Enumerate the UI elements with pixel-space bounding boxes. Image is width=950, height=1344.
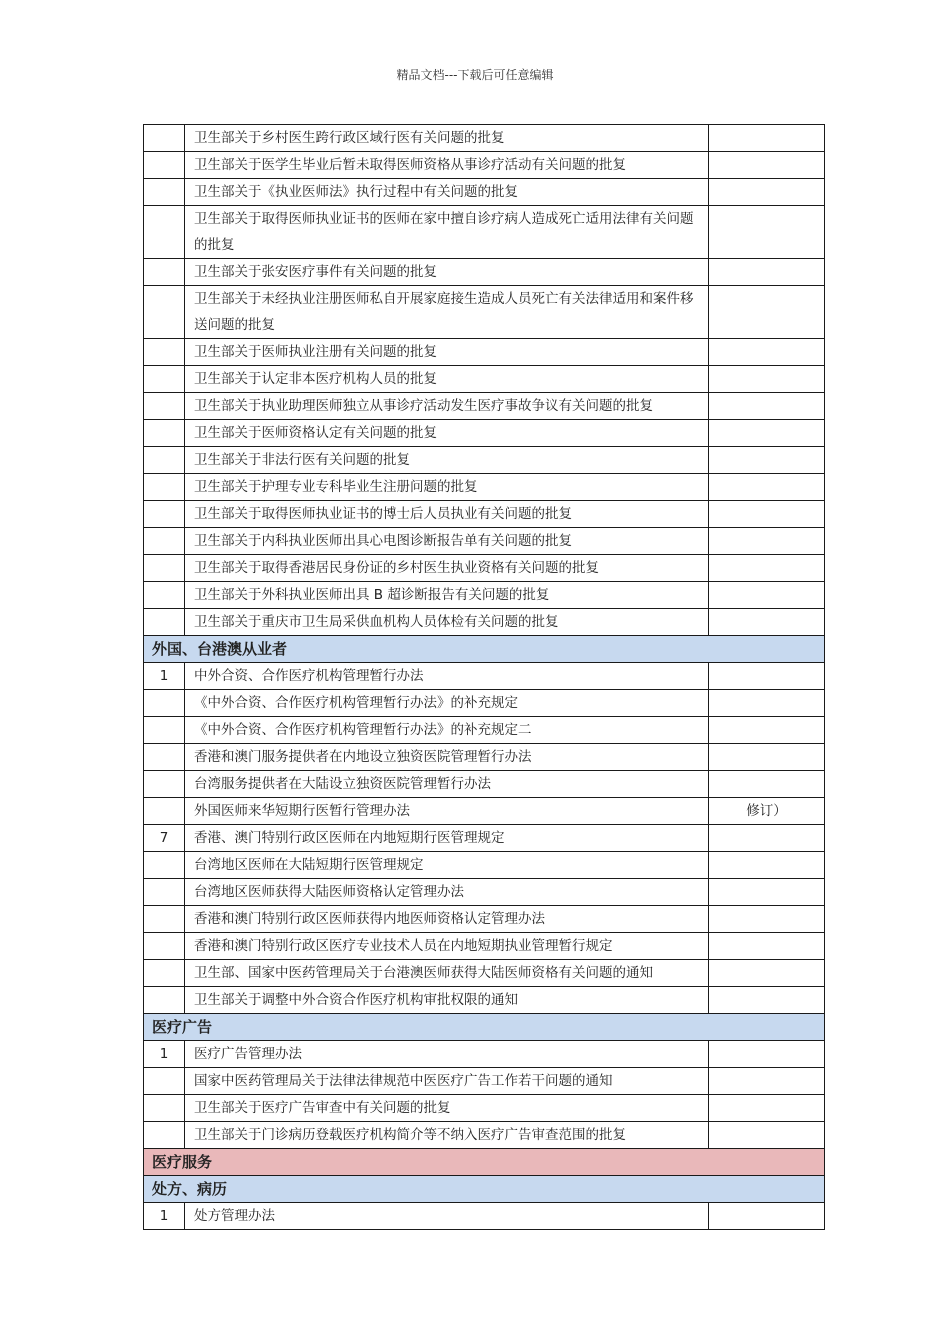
table-row <box>144 798 825 825</box>
table-row <box>144 663 825 690</box>
regulation-note <box>709 717 825 744</box>
regulation-title: 香港和澳门特别行政区医师获得内地医师资格认定管理办法 <box>185 906 709 933</box>
table-row <box>144 879 825 906</box>
regulation-note <box>709 690 825 717</box>
row-number <box>144 501 185 528</box>
section-title: 医疗广告 <box>144 1014 825 1041</box>
regulation-note <box>709 528 825 555</box>
regulation-note <box>709 125 825 152</box>
row-number <box>144 206 185 259</box>
row-number <box>144 420 185 447</box>
row-number <box>144 960 185 987</box>
row-number <box>144 582 185 609</box>
row-number <box>144 690 185 717</box>
regulation-title: 卫生部关于医师资格认定有关问题的批复 <box>185 420 709 447</box>
section-title: 外国、台港澳从业者 <box>144 636 825 663</box>
regulation-table <box>143 124 825 1230</box>
regulation-title: 台湾地区医师获得大陆医师资格认定管理办法 <box>185 879 709 906</box>
regulation-note <box>709 1095 825 1122</box>
table-row <box>144 259 825 286</box>
regulation-note <box>709 987 825 1014</box>
row-number <box>144 1122 185 1149</box>
regulation-note <box>709 744 825 771</box>
regulation-note <box>709 152 825 179</box>
regulation-title: 卫生部关于医师执业注册有关问题的批复 <box>185 339 709 366</box>
regulation-note <box>709 933 825 960</box>
row-number <box>144 528 185 555</box>
table-row <box>144 393 825 420</box>
table-row <box>144 339 825 366</box>
regulation-note: 修订） <box>709 798 825 825</box>
section-header-row <box>144 636 825 663</box>
row-number <box>144 609 185 636</box>
table-row <box>144 960 825 987</box>
regulation-title: 香港和澳门特别行政区医疗专业技术人员在内地短期执业管理暂行规定 <box>185 933 709 960</box>
row-number <box>144 286 185 339</box>
row-number <box>144 852 185 879</box>
table-row <box>144 501 825 528</box>
row-number <box>144 798 185 825</box>
table-row <box>144 933 825 960</box>
table-row <box>144 744 825 771</box>
row-number <box>144 447 185 474</box>
table-row <box>144 179 825 206</box>
row-number: 1 <box>144 1203 185 1230</box>
table-row <box>144 771 825 798</box>
row-number <box>144 366 185 393</box>
table-row <box>144 825 825 852</box>
row-number <box>144 744 185 771</box>
row-number: 1 <box>144 1041 185 1068</box>
regulation-title: 台湾服务提供者在大陆设立独资医院管理暂行办法 <box>185 771 709 798</box>
regulation-note <box>709 393 825 420</box>
regulation-title: 卫生部关于护理专业专科毕业生注册问题的批复 <box>185 474 709 501</box>
regulation-title: 卫生部关于张安医疗事件有关问题的批复 <box>185 259 709 286</box>
section-header-row <box>144 1176 825 1203</box>
regulation-title: 卫生部关于《执业医师法》执行过程中有关问题的批复 <box>185 179 709 206</box>
page-header: 精品文档---下载后可任意编辑 <box>396 68 554 82</box>
regulation-note <box>709 1203 825 1230</box>
row-number <box>144 259 185 286</box>
row-number <box>144 393 185 420</box>
regulation-title: 卫生部关于执业助理医师独立从事诊疗活动发生医疗事故争议有关问题的批复 <box>185 393 709 420</box>
table-row <box>144 582 825 609</box>
row-number: 1 <box>144 663 185 690</box>
regulation-table-body <box>144 125 825 1230</box>
regulation-note <box>709 259 825 286</box>
row-number <box>144 339 185 366</box>
regulation-title: 卫生部关于非法行医有关问题的批复 <box>185 447 709 474</box>
regulation-note <box>709 286 825 339</box>
regulation-note <box>709 582 825 609</box>
regulation-note <box>709 501 825 528</box>
section-title: 处方、病历 <box>144 1176 825 1203</box>
table-row <box>144 987 825 1014</box>
regulation-note <box>709 1068 825 1095</box>
row-number <box>144 1095 185 1122</box>
regulation-title: 卫生部、国家中医药管理局关于台港澳医师获得大陆医师资格有关问题的通知 <box>185 960 709 987</box>
row-number <box>144 771 185 798</box>
regulation-title: 卫生部关于乡村医生跨行政区域行医有关问题的批复 <box>185 125 709 152</box>
regulation-title: 卫生部关于取得医师执业证书的博士后人员执业有关问题的批复 <box>185 501 709 528</box>
regulation-note <box>709 420 825 447</box>
table-row <box>144 690 825 717</box>
table-row <box>144 125 825 152</box>
table-row <box>144 366 825 393</box>
row-number <box>144 474 185 501</box>
table-row <box>144 852 825 879</box>
row-number <box>144 933 185 960</box>
row-number <box>144 152 185 179</box>
table-row <box>144 1068 825 1095</box>
row-number <box>144 987 185 1014</box>
table-row <box>144 906 825 933</box>
regulation-note <box>709 555 825 582</box>
regulation-title: 台湾地区医师在大陆短期行医管理规定 <box>185 852 709 879</box>
regulation-title: 国家中医药管理局关于法律法律规范中医医疗广告工作若干问题的通知 <box>185 1068 709 1095</box>
regulation-title: 卫生部关于取得医师执业证书的医师在家中擅自诊疗病人造成死亡适用法律有关问题的批复 <box>185 206 709 259</box>
row-number <box>144 555 185 582</box>
table-row <box>144 286 825 339</box>
table-row <box>144 1203 825 1230</box>
table-row <box>144 717 825 744</box>
regulation-title: 卫生部关于调整中外合资合作医疗机构审批权限的通知 <box>185 987 709 1014</box>
regulation-title: 医疗广告管理办法 <box>185 1041 709 1068</box>
table-row <box>144 447 825 474</box>
table-row <box>144 1122 825 1149</box>
row-number <box>144 125 185 152</box>
regulation-note <box>709 179 825 206</box>
regulation-title: 卫生部关于取得香港居民身份证的乡村医生执业资格有关问题的批复 <box>185 555 709 582</box>
regulation-title: 外国医师来华短期行医暂行管理办法 <box>185 798 709 825</box>
regulation-title: 卫生部关于医疗广告审查中有关问题的批复 <box>185 1095 709 1122</box>
section-header-row <box>144 1014 825 1041</box>
regulation-title: 卫生部关于医学生毕业后暂未取得医师资格从事诊疗活动有关问题的批复 <box>185 152 709 179</box>
regulation-note <box>709 609 825 636</box>
row-number <box>144 717 185 744</box>
regulation-title: 卫生部关于未经执业注册医师私自开展家庭接生造成人员死亡有关法律适用和案件移送问题的批复 <box>185 286 709 339</box>
row-number <box>144 906 185 933</box>
regulation-note <box>709 206 825 259</box>
regulation-note <box>709 366 825 393</box>
regulation-title: 中外合资、合作医疗机构管理暂行办法 <box>185 663 709 690</box>
regulation-note <box>709 771 825 798</box>
regulation-title: 香港、澳门特别行政区医师在内地短期行医管理规定 <box>185 825 709 852</box>
row-number: 7 <box>144 825 185 852</box>
row-number <box>144 1068 185 1095</box>
row-number <box>144 179 185 206</box>
regulation-title: 《中外合资、合作医疗机构管理暂行办法》的补充规定 <box>185 690 709 717</box>
regulation-note <box>709 474 825 501</box>
regulation-note <box>709 339 825 366</box>
regulation-title: 卫生部关于认定非本医疗机构人员的批复 <box>185 366 709 393</box>
regulation-title: 处方管理办法 <box>185 1203 709 1230</box>
table-row <box>144 1095 825 1122</box>
regulation-note <box>709 447 825 474</box>
section-header-row <box>144 1149 825 1176</box>
table-row <box>144 555 825 582</box>
row-number <box>144 879 185 906</box>
regulation-note <box>709 663 825 690</box>
table-row <box>144 474 825 501</box>
table-row <box>144 420 825 447</box>
regulation-title: 卫生部关于门诊病历登载医疗机构简介等不纳入医疗广告审查范围的批复 <box>185 1122 709 1149</box>
regulation-note <box>709 1041 825 1068</box>
regulation-title: 卫生部关于内科执业医师出具心电图诊断报告单有关问题的批复 <box>185 528 709 555</box>
table-row <box>144 152 825 179</box>
table-row <box>144 206 825 259</box>
table-row <box>144 528 825 555</box>
regulation-title: 卫生部关于外科执业医师出具 B 超诊断报告有关问题的批复 <box>185 582 709 609</box>
regulation-title: 《中外合资、合作医疗机构管理暂行办法》的补充规定二 <box>185 717 709 744</box>
regulation-note <box>709 1122 825 1149</box>
regulation-title: 卫生部关于重庆市卫生局采供血机构人员体检有关问题的批复 <box>185 609 709 636</box>
regulation-note <box>709 960 825 987</box>
regulation-title: 香港和澳门服务提供者在内地设立独资医院管理暂行办法 <box>185 744 709 771</box>
regulation-note <box>709 852 825 879</box>
table-row <box>144 609 825 636</box>
regulation-note <box>709 825 825 852</box>
regulation-note <box>709 906 825 933</box>
regulation-note <box>709 879 825 906</box>
section-title: 医疗服务 <box>144 1149 825 1176</box>
table-row <box>144 1041 825 1068</box>
